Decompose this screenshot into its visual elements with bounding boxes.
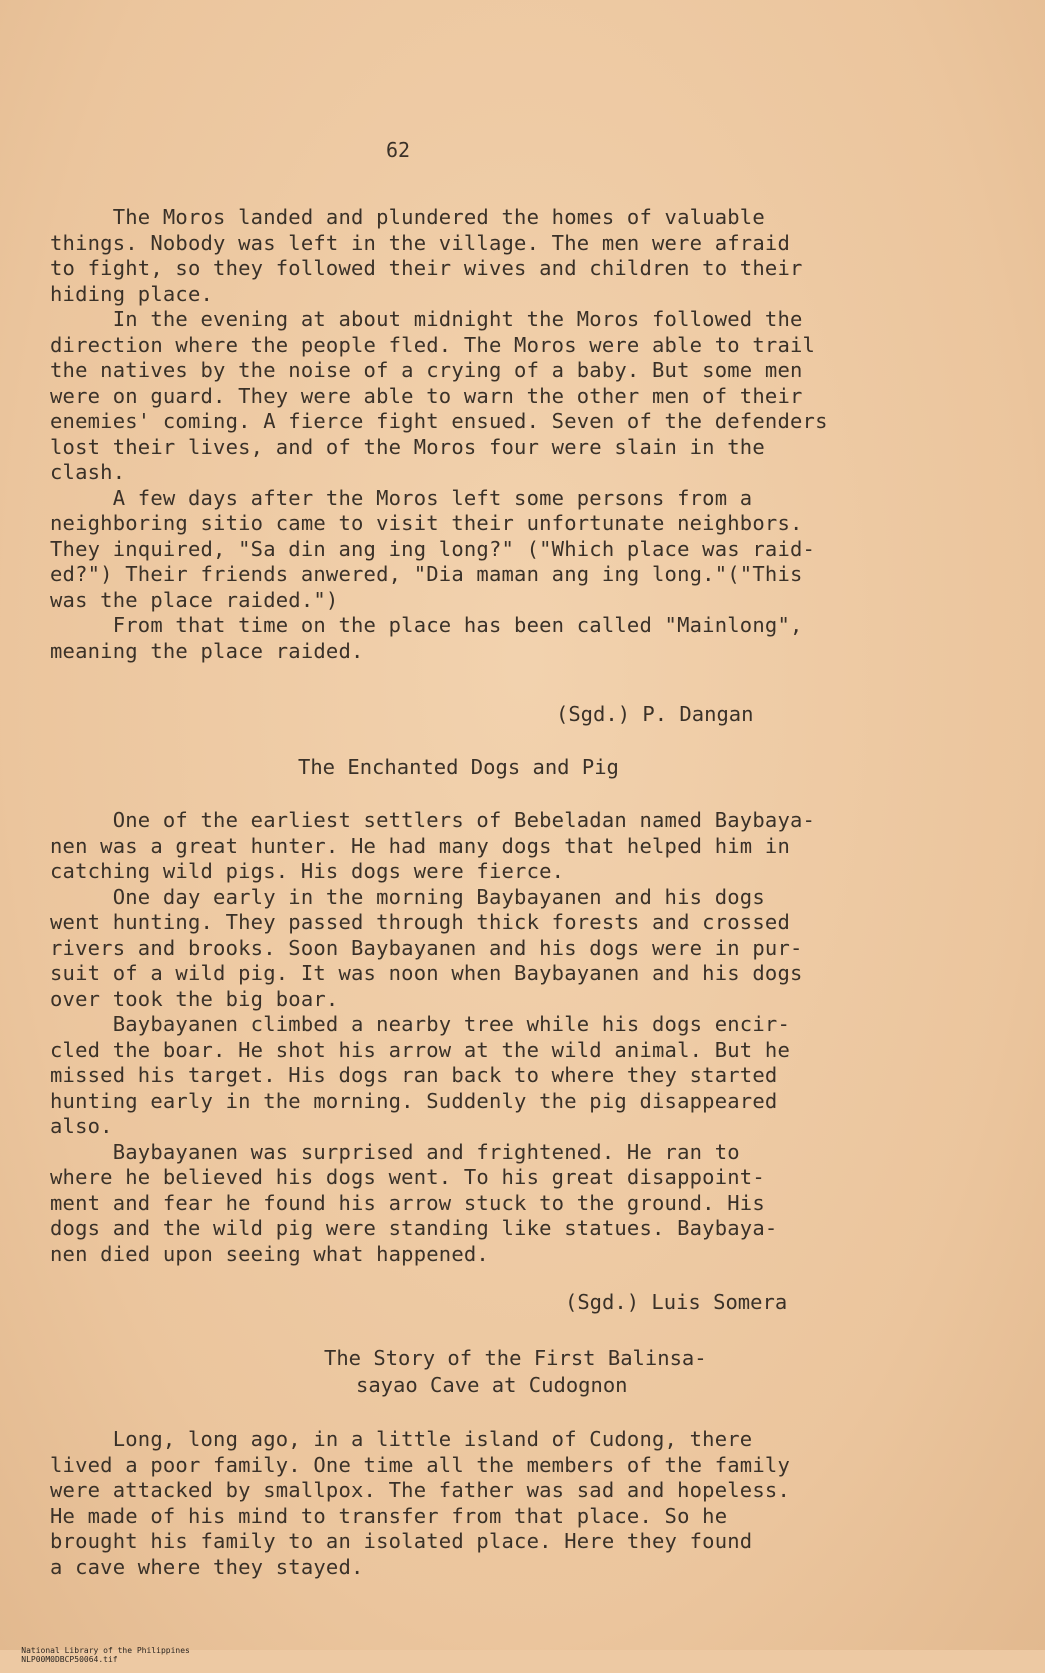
signature-somera: (Sgd.) Luis Somera [565,1290,788,1314]
story2-title: The Enchanted Dogs and Pig [298,755,619,779]
text-line: also. [50,1114,113,1138]
text-line: Baybayanen was surprised and frightened. He ran to [50,1139,740,1164]
text-line: One day early in the morning Baybayanen and his dogs [50,884,765,909]
text-line: meaning the place raided. [50,638,364,663]
text-line: to fight, so they followed their wives and children to their [50,256,803,280]
text-line: Long, long ago, in a little island of Cudong, there [50,1427,753,1451]
text-line: suit of a wild pig. It was noon when Baybayanen and his dogs [50,961,803,985]
text-line: was the place raided.") [50,587,339,612]
text-line: dogs and the wild pig were standing like statues. Baybaya- [50,1216,778,1240]
text-line: neighboring sitio came to visit their unfortunate neighbors. [50,511,803,535]
text-line: ment and fear he found his arrow stuck to the ground. His [50,1190,765,1215]
story3-body [50,1427,1000,1580]
text-line: nen was a great hunter. He had many dogs that helped him in [50,833,790,858]
scan-footer [2,1637,230,1673]
text-line: hunting early in the morning. Suddenly the pig disappeared [50,1088,778,1113]
text-line: were attacked by smallpox. The father was sad and hopeless. [50,1478,790,1502]
text-line: nen died upon seeing what happened. [50,1241,489,1266]
text-line: brought his family to an isolated place. Here they found [50,1529,753,1553]
text-line: hiding place. [50,281,214,306]
text-line: ed?") Their friends anwered, "Dia maman ang ing long."("This [50,562,803,586]
story3-title-line1: The Story of the First Balinsa- [324,1346,707,1370]
text-line: direction where the people fled. The Moros were able to trail [50,332,816,357]
text-line: catching wild pigs. His dogs were fierce. [50,859,565,883]
text-line: over took the big boar. [50,986,339,1011]
library-name: National Library of the Philippines [21,1646,190,1655]
text-line: lost their lives, and of the Moros four were slain in the [50,434,765,459]
text-line: the natives by the noise of a crying of a baby. But some men [50,358,803,382]
text-line: lived a poor family. One time all the members of the family [50,1452,790,1477]
text-line: A few days after the Moros left some persons from a [50,485,753,510]
text-line: One of the earliest settlers of Bebeladan named Baybaya- [50,808,816,832]
text-line: clash. [50,460,126,484]
page-number: 62 [386,138,411,162]
text-line: cled the boar. He shot his arrow at the wild animal. But he [50,1037,790,1062]
text-line: The Moros landed and plundered the homes of valuable [50,205,765,229]
text-line: In the evening at about midnight the Moros followed the [50,307,803,331]
story2-body [50,808,1000,1267]
text-line: Baybayanen climbed a nearby tree while his dogs encir- [50,1012,790,1036]
text-line: where he believed his dogs went. To his great disappoint- [50,1165,765,1189]
text-line: They inquired, "Sa din ang ing long?" ("Which place was raid- [50,536,816,561]
text-line: things. Nobody was left in the village. The men were afraid [50,230,790,255]
signature-dangan: (Sgd.) P. Dangan [556,702,754,726]
text-line: He made of his mind to transfer from that place. So he [50,1503,728,1528]
text-line: went hunting. They passed through thick forests and crossed [50,910,790,934]
story1-body [50,205,1000,664]
text-line: missed his target. His dogs ran back to where they started [50,1063,778,1087]
text-line: enemies' coming. A fierce fight ensued. Seven of the defenders [50,409,828,433]
text-line: rivers and brooks. Soon Baybayanen and his dogs were in pur- [50,935,803,960]
file-id: NLP00M0DBCP50064.tif [21,1655,118,1664]
story3-title-line2: sayao Cave at Cudognon [356,1373,628,1397]
text-line: From that time on the place has been called "Mainlong", [50,613,803,637]
text-line: were on guard. They were able to warn the other men of their [50,383,803,408]
text-line: a cave where they stayed. [50,1554,364,1579]
